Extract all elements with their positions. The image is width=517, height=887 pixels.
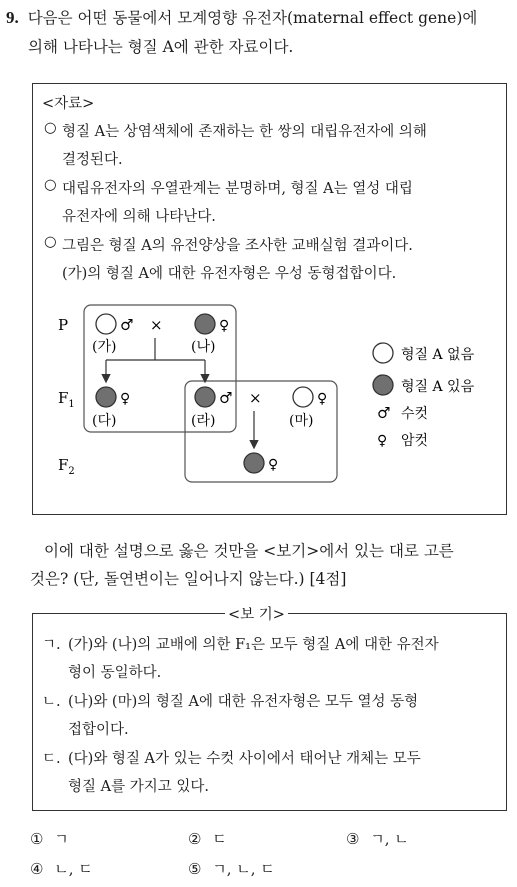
legend-female-text: 암컷: [401, 433, 429, 449]
choice-1-text: ㄱ: [54, 830, 69, 848]
question-text-1: 다음은 어떤 동물에서 모계영향 유전자(maternal effect gene)에: [27, 9, 478, 27]
choice-2-number: ②: [188, 830, 202, 848]
data-box-title: <자료>: [42, 96, 95, 112]
bogi-item-2-line-1: (나)와 (마)의 형질 A에 대한 유전자형은 모두 열성 동형: [68, 694, 419, 710]
p-cross-symbol: ×: [150, 316, 163, 334]
bogi-item-1-line-2: 형이 동일하다.: [68, 665, 162, 681]
choice-2[interactable]: [188, 828, 227, 849]
bullet-3-mark: ○: [44, 234, 57, 250]
individual-ga-sex-icon: ♂: [120, 316, 134, 334]
bogi-title: <보 기>: [225, 603, 288, 624]
bullet-2-mark: ○: [44, 177, 57, 193]
question-text-2: 의해 나타나는 형질 A에 관한 자료이다.: [28, 38, 294, 56]
bullet-3-line-1: 그림은 형질 A의 유전양상을 조사한 교배실험 결과이다.: [62, 238, 413, 254]
choice-4[interactable]: [30, 858, 93, 879]
individual-na-circle: [195, 314, 215, 334]
choice-5[interactable]: [188, 858, 275, 879]
individual-ma-circle: [293, 387, 313, 407]
legend-male-text: 수컷: [401, 406, 429, 422]
generation-f2-label: $F_2$: [58, 456, 75, 477]
individual-ga-label: (가): [92, 339, 117, 355]
bogi-item-3-mark: ㄷ.: [42, 751, 61, 767]
prompt-line-1: 이에 대한 설명으로 옳은 것만을 <보기>에서 있는 대로 고른: [44, 542, 454, 560]
choice-1[interactable]: [30, 828, 69, 849]
generation-p-label: P: [58, 316, 69, 334]
bullet-1-line-1: 형질 A는 상염색체에 존재하는 한 쌍의 대립유전자에 의해: [62, 124, 427, 140]
prompt-line-2: 것은? (단, 돌연변이는 일어나지 않는다.) [4점]: [30, 570, 347, 588]
individual-ra-circle: [195, 387, 215, 407]
choice-3-number: ③: [346, 830, 360, 848]
individual-da-circle: [96, 387, 116, 407]
bogi-item-2-line-2: 접합이다.: [68, 722, 129, 738]
individual-ga-circle: [96, 314, 116, 334]
individual-ra-sex-icon: ♂: [219, 389, 233, 407]
legend-open-circle-icon: [373, 343, 393, 363]
individual-ma-sex-icon: ♀: [317, 391, 328, 407]
generation-f1-label: $F_1$: [58, 389, 75, 410]
legend-male-symbol-icon: ♂: [377, 404, 391, 422]
individual-ra-label: (라): [191, 413, 216, 429]
bullet-3-line-2: (가)의 형질 A에 대한 유전자형은 우성 동형접합이다.: [62, 266, 397, 282]
choice-3-text: ㄱ, ㄴ: [370, 830, 409, 848]
legend-female-symbol-icon: ♀: [377, 433, 388, 449]
bullet-2-line-1: 대립유전자의 우열관계는 분명하며, 형질 A는 열성 대립: [62, 181, 413, 197]
bogi-item-1-line-1: (가)와 (나)의 교배에 의한 F₁은 모두 형질 A에 대한 유전자: [68, 637, 439, 653]
bogi-item-2-mark: ㄴ.: [42, 694, 61, 710]
legend-no-trait-text: 형질 A 없음: [401, 347, 475, 363]
choice-5-text: ㄱ, ㄴ, ㄷ: [212, 860, 275, 878]
f1-cross-symbol: ×: [249, 389, 262, 407]
choice-5-number: ⑤: [188, 860, 202, 878]
bogi-item-3-line-1: (다)와 형질 A가 있는 수컷 사이에서 태어난 개체는 모두: [68, 751, 421, 767]
choice-2-text: ㄷ: [212, 830, 227, 848]
individual-na-label: (나): [191, 339, 216, 355]
choice-4-text: ㄴ, ㄷ: [54, 860, 93, 878]
legend-filled-circle-icon: [373, 375, 393, 395]
question-number: 9.: [6, 8, 19, 27]
bogi-item-1-mark: ㄱ.: [42, 637, 61, 653]
individual-na-sex-icon: ♀: [219, 318, 230, 334]
choice-3[interactable]: [346, 828, 409, 849]
choice-4-number: ④: [30, 860, 44, 878]
individual-f2-circle: [244, 453, 264, 473]
individual-f2-sex-icon: ♀: [268, 457, 279, 473]
bullet-2-line-2: 유전자에 의해 나타난다.: [62, 209, 216, 225]
bogi-item-3-line-2: 형질 A를 가지고 있다.: [68, 779, 209, 795]
bullet-1-mark: ○: [44, 120, 57, 136]
individual-da-label: (다): [92, 413, 117, 429]
individual-da-sex-icon: ♀: [120, 391, 131, 407]
choice-1-number: ①: [30, 830, 44, 848]
bullet-1-line-2: 결정된다.: [62, 152, 123, 168]
individual-ma-label: (마): [289, 413, 314, 429]
legend-has-trait-text: 형질 A 있음: [401, 379, 475, 395]
